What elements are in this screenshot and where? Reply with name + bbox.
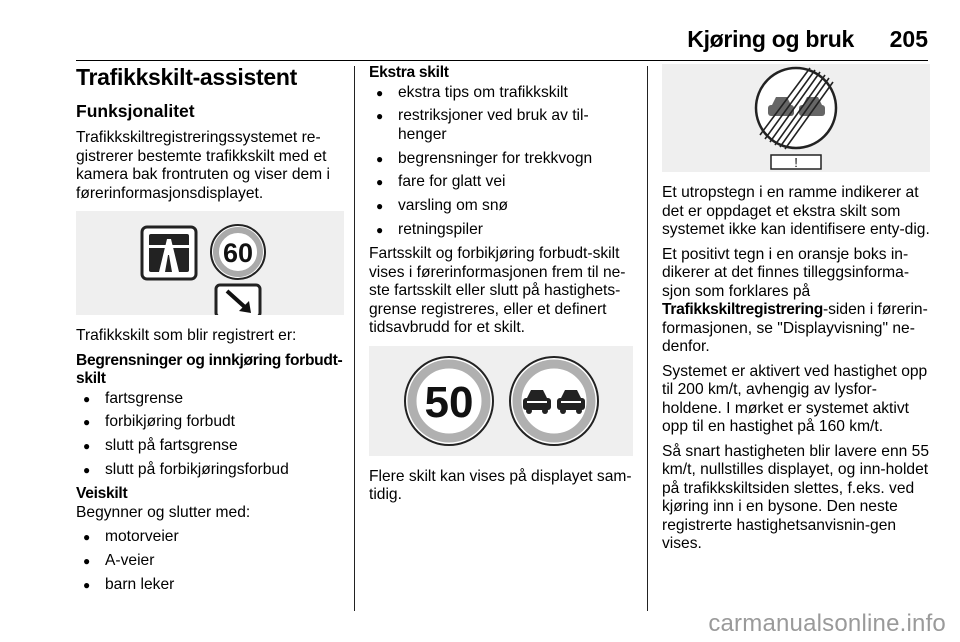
list-item: ● fartsgrense xyxy=(76,390,344,409)
group2-intro: Begynner og slutter med: xyxy=(76,503,251,521)
list-item: ● fare for glatt vei xyxy=(369,173,633,192)
subsection-title: Funksjonalitet xyxy=(76,101,195,121)
additional-sign-illustration xyxy=(662,64,930,172)
no-overtaking-sign-icon xyxy=(510,357,598,445)
exclamation-mark: ! xyxy=(794,155,798,170)
list-item: ● forbikjøring forbudt xyxy=(76,413,344,432)
multiple-signs-illustration xyxy=(369,346,633,456)
registered-signs-illustration xyxy=(76,211,344,315)
exclamation-box-icon xyxy=(771,155,821,170)
column-3 xyxy=(662,64,930,560)
sign-speed-value: 60 xyxy=(222,238,254,268)
column-2 xyxy=(369,64,633,511)
list-item: ● retningspiler xyxy=(369,221,633,240)
list-item: ● restriksjoner ved bruk av til-henger xyxy=(369,107,633,144)
end-of-no-overtaking-sign-icon xyxy=(756,68,836,149)
positive-sign-paragraph xyxy=(662,246,930,357)
speed-limit-sign-icon xyxy=(211,225,265,279)
list-item: ● A-veier xyxy=(76,552,344,571)
page-header xyxy=(76,24,928,56)
group3-list xyxy=(369,84,633,240)
group2-list xyxy=(76,528,344,594)
direction-arrow-sign-icon xyxy=(216,285,260,315)
column-divider-2 xyxy=(647,66,648,611)
figure-registered-signs xyxy=(76,211,344,315)
list-item: ● slutt på forbikjøringsforbud xyxy=(76,461,344,480)
watermark: carmanualsonline.info xyxy=(708,610,946,637)
speed-limit-sign-icon xyxy=(405,357,493,445)
registered-intro: Trafikkskilt som blir registrert er: xyxy=(76,327,297,344)
multiple-signs-paragraph: Flere skilt kan vises på displayet sam-tidig. xyxy=(369,467,632,504)
reset-paragraph: Så snart hastigheten blir lavere enn 55 km/t, nullstilles displayet, og inn-holdet på trafikkskiltsiden slettes, f.eks. ved kjøring inn i en bysone. Den neste registrerte hastighetsanvisnin-gen vises. xyxy=(662,442,929,552)
group1-label: Begrensninger og innkjøring forbudt-skilt xyxy=(76,351,343,387)
intro-paragraph: Trafikkskiltregistreringssystemet re-gistrerer bestemte trafikkskilt med et kamera bak frontruten og viser dem i førerinformasjonsdisplayet. xyxy=(76,129,330,202)
figure-additional-sign xyxy=(662,64,930,172)
list-item: ● ekstra tips om trafikkskilt xyxy=(369,84,633,103)
activation-paragraph: Systemet er aktivert ved hastighet opp til 200 km/t, avhengig av lysfor-holdene. I mørket er systemet aktivt opp til en hastighet på 160 km/t. xyxy=(662,362,928,435)
group2-label: Veiskilt xyxy=(76,485,128,503)
list-item: ● begrensninger for trekkvogn xyxy=(369,150,633,169)
page-number: 205 xyxy=(889,26,928,52)
sign-speed-value: 50 xyxy=(424,377,474,427)
exclamation-paragraph: Et utropstegn i en ramme indikerer at det er oppdaget et ekstra skilt som systemet ikke kan identifisere enty-dig. xyxy=(662,184,930,238)
list-item: ● barn leker xyxy=(76,576,344,595)
header-divider xyxy=(76,60,928,61)
figure-multiple-signs xyxy=(369,346,633,456)
group1-list xyxy=(76,390,344,480)
traffic-sign-page-reference: Trafikkskiltregistrering xyxy=(662,301,823,318)
section-title: Trafikkskilt-assistent xyxy=(76,64,297,90)
positive-sign-text: Et positivt tegn i en oransje boks in-dikerer at det finnes tilleggsinforma-sjon som forklares på xyxy=(662,245,910,300)
motorway-sign-icon xyxy=(142,227,196,279)
list-item: ● motorveier xyxy=(76,528,344,547)
list-item: ● varsling om snø xyxy=(369,197,633,216)
speed-display-paragraph: Fartsskilt og forbikjøring forbudt-skilt vises i førerinformasjonen frem til ne-ste fartsskilt eller slutt på hastighets-grense registreres, eller et definert tidsavbrudd for et skilt. xyxy=(369,245,626,337)
list-item: ● slutt på fartsgrense xyxy=(76,437,344,456)
page-header-title: Kjøring og bruk xyxy=(687,26,854,52)
column-1 xyxy=(76,64,344,600)
positive-sign-text-end: -siden i førerin-formasjonen, se "Displayvisning" ne-denfor. xyxy=(662,301,928,355)
column-divider-1 xyxy=(354,66,355,611)
group3-label: Ekstra skilt xyxy=(369,64,449,81)
